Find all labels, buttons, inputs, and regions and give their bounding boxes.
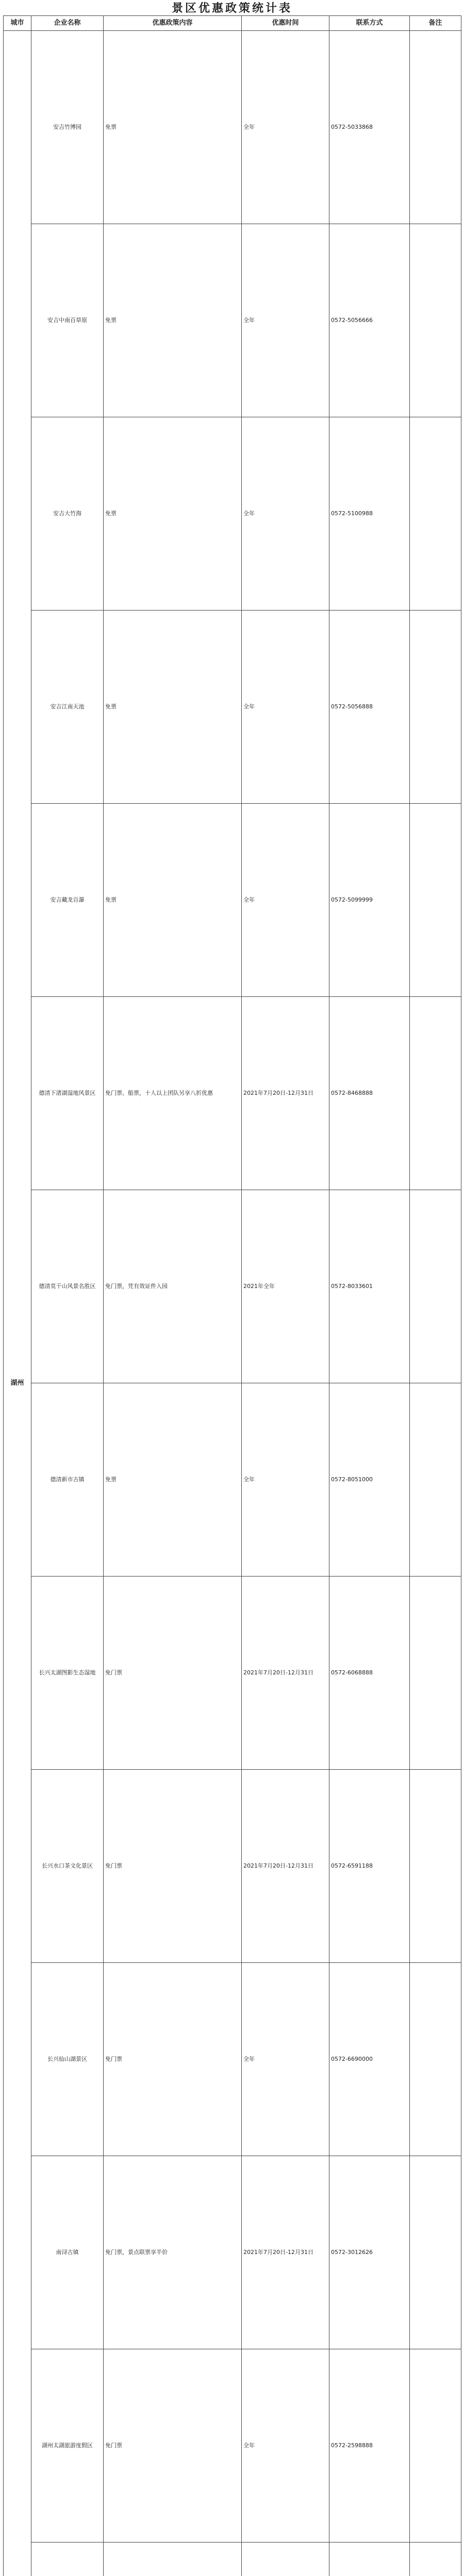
name-cell: 湖州太湖旅游度假区: [31, 2349, 104, 2543]
name-cell: 安吉藏龙百瀑: [31, 804, 104, 997]
policy-cell: 免门票: [104, 1577, 242, 1770]
contact-cell: 0572-5056666: [329, 224, 410, 417]
time-cell: 2021年全年: [242, 1190, 329, 1383]
table-row: [4, 611, 461, 804]
header-policy: 优惠政策内容: [104, 16, 242, 31]
policy-table: [3, 15, 461, 2576]
table-row: [4, 1770, 461, 1963]
policy-cell: 免门票: [104, 2349, 242, 2543]
note-cell: [410, 1383, 461, 1577]
time-cell: 2021年7月20日-12月31日: [242, 1770, 329, 1963]
table-row: [4, 417, 461, 611]
time-cell: 全年: [242, 804, 329, 997]
header-name: 企业名称: [31, 16, 104, 31]
note-cell: [410, 804, 461, 997]
page-title: 景区优惠政策统计表: [171, 2, 292, 15]
note-cell: [410, 2543, 461, 2576]
policy-cell: 免票: [104, 611, 242, 804]
contact-cell: 0572-2598888: [329, 2349, 410, 2543]
note-cell: [410, 1577, 461, 1770]
time-cell: 全年: [242, 2349, 329, 2543]
note-cell: [410, 1190, 461, 1383]
time-cell: 2021年7月20日-12月31日: [242, 1577, 329, 1770]
name-cell: 长兴水口茶文化景区: [31, 1770, 104, 1963]
name-cell: 安吉江南天池: [31, 611, 104, 804]
contact-cell: 0572-3012626: [329, 2156, 410, 2349]
header-city: 城市: [4, 16, 31, 31]
policy-cell: 免票: [104, 31, 242, 224]
name-cell: 安吉中南百草原: [31, 224, 104, 417]
note-cell: [410, 1963, 461, 2156]
policy-cell: 免门票、船票，十人以上团队另享八折优惠: [104, 997, 242, 1190]
contact-cell: 0572-5056888: [329, 611, 410, 804]
table-row: [4, 1577, 461, 1770]
time-cell: 全年: [242, 611, 329, 804]
table-row: [4, 31, 461, 224]
table-row: [4, 2543, 461, 2576]
name-cell: 德清莫干山风景名胜区: [31, 1190, 104, 1383]
policy-cell: 免票: [104, 224, 242, 417]
table-row: [4, 804, 461, 997]
policy-cell: 免票: [104, 1383, 242, 1577]
table-row: [4, 224, 461, 417]
time-cell: 全年: [242, 31, 329, 224]
header-contact: 联系方式: [329, 16, 410, 31]
contact-cell: 0572-5099999: [329, 804, 410, 997]
contact-cell: 0572-5100988: [329, 417, 410, 611]
contact-cell: 0572-8051000: [329, 1383, 410, 1577]
time-cell: 全年: [242, 1383, 329, 1577]
contact-cell: 0572-6690000: [329, 1963, 410, 2156]
note-cell: [410, 224, 461, 417]
time-cell: 全年: [242, 1963, 329, 2156]
contact-cell: 0572-8468888: [329, 997, 410, 1190]
name-cell: 长兴太湖图影生态湿地: [31, 1577, 104, 1770]
contact-cell: 0572-8033601: [329, 1190, 410, 1383]
note-cell: [410, 611, 461, 804]
table-body: [4, 31, 461, 2576]
table-header-row: [4, 16, 461, 31]
name-cell: 南浔古镇: [31, 2156, 104, 2349]
header-time: 优惠时间: [242, 16, 329, 31]
policy-cell: 免门票: [104, 1770, 242, 1963]
name-cell: 德清新市古镇: [31, 1383, 104, 1577]
time-cell: 2021年7月20日-12月31日: [242, 2156, 329, 2349]
table-row: [4, 2156, 461, 2349]
note-cell: [410, 417, 461, 611]
note-cell: [410, 2349, 461, 2543]
note-cell: [410, 31, 461, 224]
policy-cell: 免票: [104, 804, 242, 997]
policy-cell: 免门票: [104, 1963, 242, 2156]
table-row: [4, 2349, 461, 2543]
name-cell: 德清下渚湖湿地风景区: [31, 997, 104, 1190]
time-cell: 2021年7月20日-12月31日: [242, 997, 329, 1190]
contact-cell: 0572-6068888: [329, 1577, 410, 1770]
contact-cell: 0572-6591188: [329, 1770, 410, 1963]
note-cell: [410, 1770, 461, 1963]
note-cell: [410, 997, 461, 1190]
time-cell: 全年: [242, 224, 329, 417]
table-row: [4, 1383, 461, 1577]
policy-cell: 免门票，凭有效证件入园: [104, 1190, 242, 1383]
policy-cell: 免票: [104, 417, 242, 611]
policy-cell: 免门票，景点联票享半价: [104, 2156, 242, 2349]
name-cell: 安吉大竹海: [31, 417, 104, 611]
name-cell: 安吉竹博园: [31, 31, 104, 224]
table-row: [4, 997, 461, 1190]
table-row: [4, 1190, 461, 1383]
name-cell: 长兴仙山湖景区: [31, 1963, 104, 2156]
contact-cell: 0572-5033868: [329, 31, 410, 224]
time-cell: 全年: [242, 417, 329, 611]
header-note: 备注: [410, 16, 461, 31]
time-cell: [242, 2543, 329, 2576]
table-row: [4, 1963, 461, 2156]
city-cell: 湖州: [4, 31, 31, 2576]
policy-cell: [104, 2543, 242, 2576]
contact-cell: [329, 2543, 410, 2576]
note-cell: [410, 2156, 461, 2349]
name-cell: [31, 2543, 104, 2576]
